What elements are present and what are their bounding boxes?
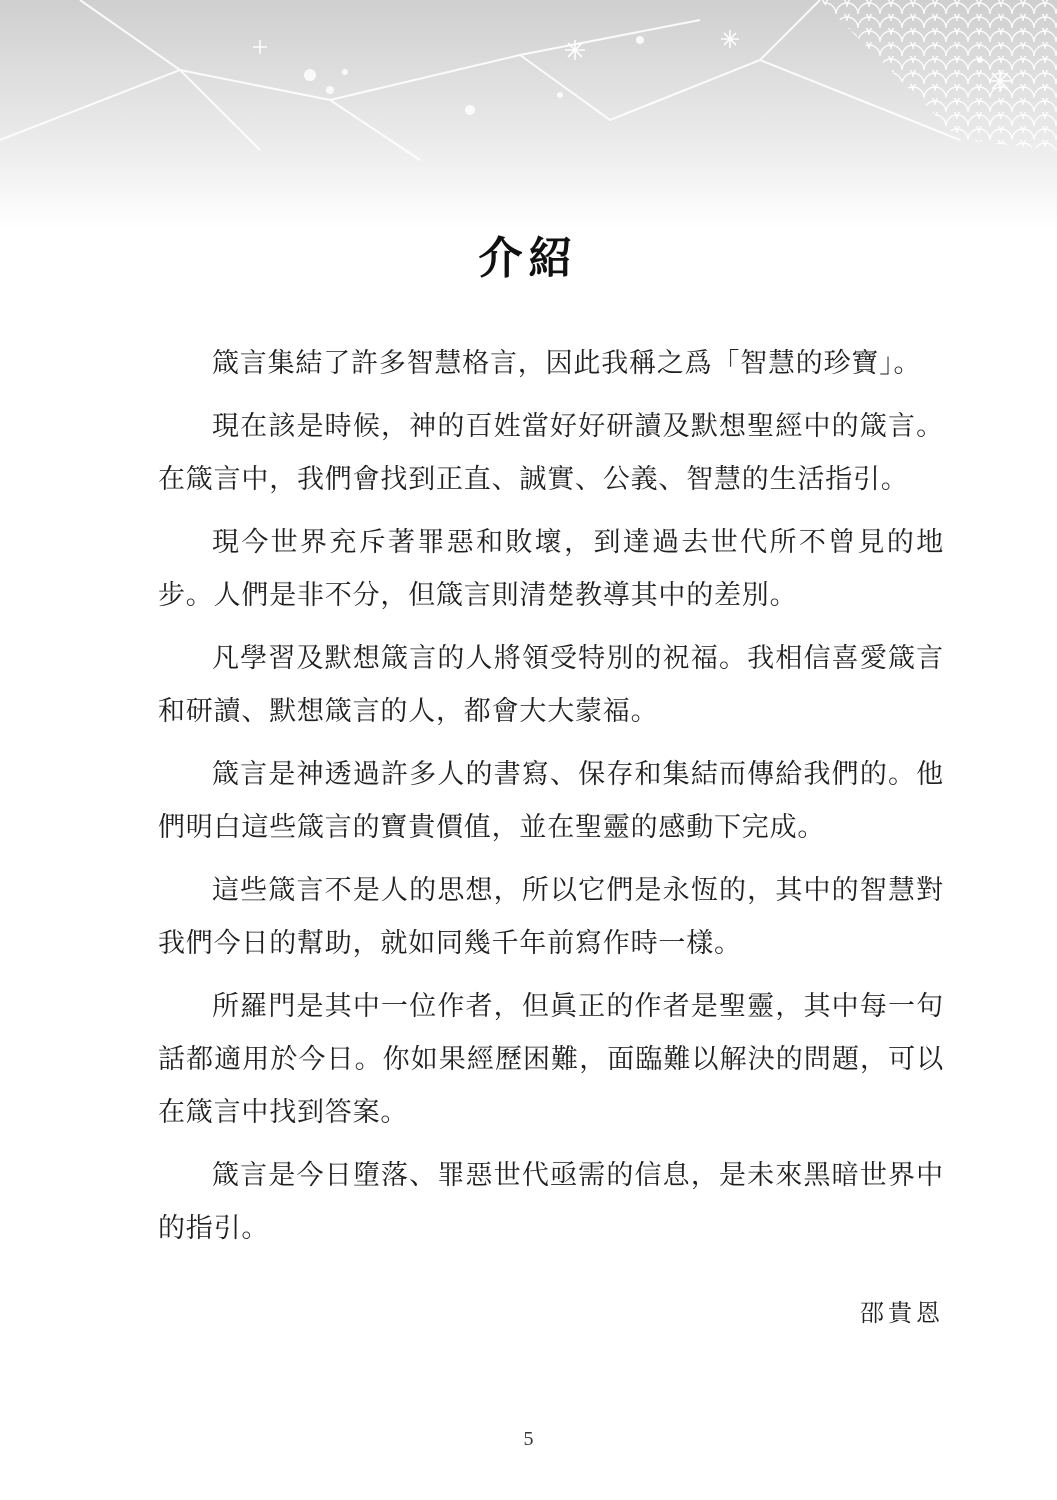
paragraph-6: 這些箴言不是人的思想，所以它們是永恆的，其中的智慧對我們今日的幫助，就如同幾千年前寫作時一樣。: [158, 875, 944, 959]
page-title: 介紹: [478, 233, 579, 284]
paragraph-1: 箴言集結了許多智慧格言，因此我稱之爲「智慧的珍寶」。: [212, 348, 922, 379]
paragraph-3: 現今世界充斥著罪惡和敗壞，到達過去世代所不曾見的地步。人們是非不分，但箴言則清楚教導其中的差別。: [158, 527, 944, 611]
page-number: 5: [523, 1428, 534, 1450]
paragraph-5: 箴言是神透過許多人的書寫、保存和集結而傳給我們的。他們明白這些箴言的寶貴價值，並在聖靈的感動下完成。: [158, 759, 944, 843]
introduction-body: [158, 337, 944, 1265]
paragraph-2: 現在該是時候，神的百姓當好好研讀及默想聖經中的箴言。在箴言中，我們會找到正直、誠實、公義、智慧的生活指引。: [158, 411, 944, 495]
decorative-header-background: [0, 0, 1057, 230]
author-signature: 邵貴恩: [860, 1299, 944, 1327]
paragraph-7: 所羅門是其中一位作者，但眞正的作者是聖靈，其中每一句話都適用於今日。你如果經歷困難，面臨難以解決的問題，可以在箴言中找到答案。: [158, 991, 944, 1128]
paragraph-4: 凡學習及默想箴言的人將領受特別的祝福。我相信喜愛箴言和研讀、默想箴言的人，都會大大蒙福。: [158, 643, 944, 727]
paragraph-8: 箴言是今日墮落、罪惡世代亟需的信息，是未來黑暗世界中的指引。: [158, 1160, 944, 1244]
